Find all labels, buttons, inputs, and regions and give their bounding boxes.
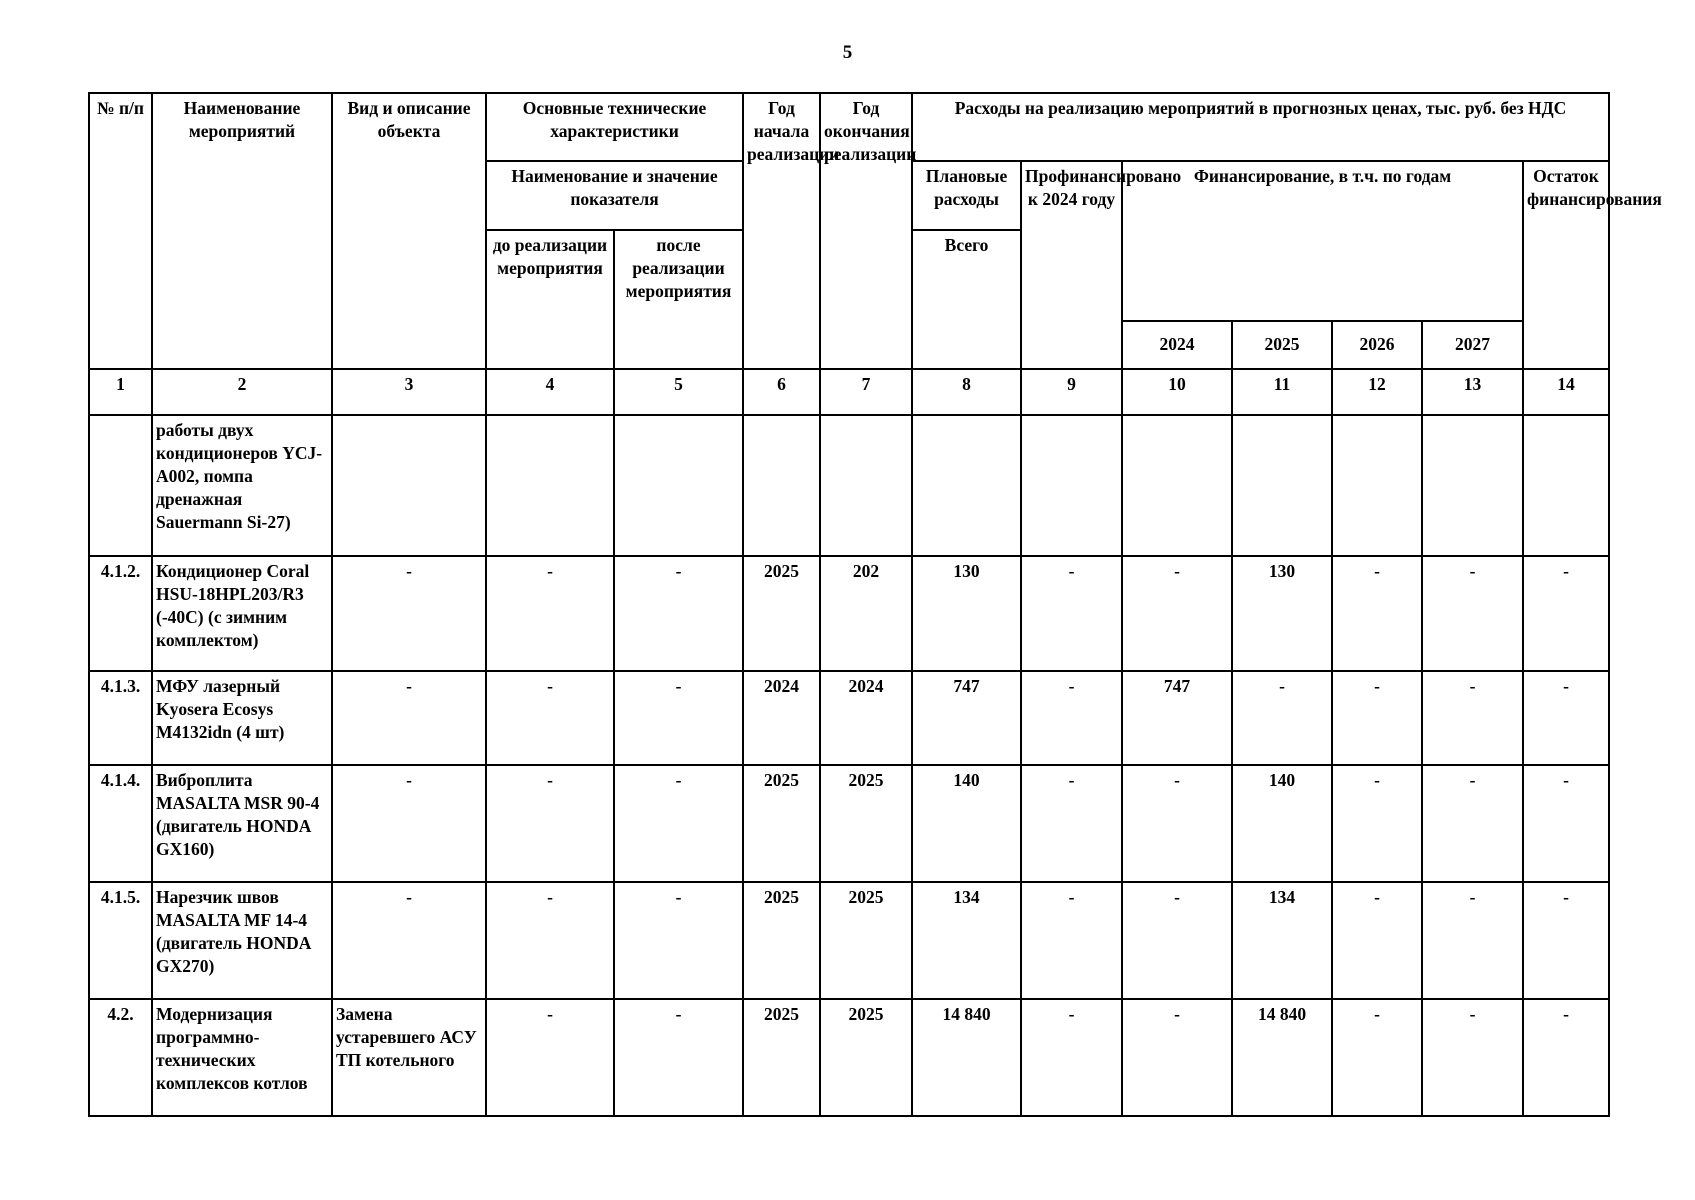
expenses-table <box>88 92 1662 1117</box>
header-number: № п/п <box>89 93 152 369</box>
header-year-2026: 2026 <box>1332 321 1422 369</box>
row-2025: - <box>1232 671 1332 765</box>
row-name: МФУ лазерный Kyosera Ecosys M4132idn (4 шт) <box>152 671 332 765</box>
row-2025: 134 <box>1232 882 1332 999</box>
column-number: 4 <box>486 369 614 415</box>
row-2026 <box>1332 415 1422 556</box>
header-year-2027: 2027 <box>1422 321 1523 369</box>
row-2027: - <box>1422 999 1523 1116</box>
row-start-year: 2025 <box>743 882 820 999</box>
table-row <box>89 415 1609 556</box>
row-number <box>89 415 152 556</box>
row-after: - <box>614 556 743 671</box>
header-year-2024: 2024 <box>1122 321 1232 369</box>
row-prefinanced: - <box>1021 882 1122 999</box>
row-before: - <box>486 999 614 1116</box>
table-row <box>89 556 1609 671</box>
header-name: Наименование мероприятий <box>152 93 332 369</box>
column-number: 12 <box>1332 369 1422 415</box>
row-2024: - <box>1122 765 1232 882</box>
row-planned: 134 <box>912 882 1021 999</box>
row-before: - <box>486 671 614 765</box>
header-remaining: Остаток финансирования <box>1523 161 1609 369</box>
row-before <box>486 415 614 556</box>
row-2024: - <box>1122 556 1232 671</box>
row-2024: 747 <box>1122 671 1232 765</box>
column-number: 13 <box>1422 369 1523 415</box>
row-2024: - <box>1122 882 1232 999</box>
column-number-row <box>89 369 1609 415</box>
row-remaining: - <box>1523 671 1609 765</box>
header-indicator: Наименование и значение показателя <box>486 161 743 230</box>
column-number: 2 <box>152 369 332 415</box>
column-number: 5 <box>614 369 743 415</box>
row-start-year: 2025 <box>743 765 820 882</box>
row-after: - <box>614 882 743 999</box>
row-before: - <box>486 882 614 999</box>
row-object: - <box>332 671 486 765</box>
row-object: - <box>332 882 486 999</box>
row-end-year <box>820 415 912 556</box>
row-after: - <box>614 765 743 882</box>
header-total: Всего <box>912 230 1021 369</box>
row-end-year: 2024 <box>820 671 912 765</box>
column-number: 6 <box>743 369 820 415</box>
row-2024: - <box>1122 999 1232 1116</box>
page-number: 5 <box>842 42 853 63</box>
row-2026: - <box>1332 999 1422 1116</box>
header-planned: Плановые расходы <box>912 161 1021 230</box>
row-end-year: 2025 <box>820 765 912 882</box>
row-object: - <box>332 556 486 671</box>
row-remaining: - <box>1523 765 1609 882</box>
row-2025: 14 840 <box>1232 999 1332 1116</box>
header-row-1 <box>89 93 1609 161</box>
table-row <box>89 882 1609 999</box>
row-name: Нарезчик швов MASALTA MF 14-4 (двигатель HONDA GX270) <box>152 882 332 999</box>
column-number: 9 <box>1021 369 1122 415</box>
row-2027 <box>1422 415 1523 556</box>
row-after: - <box>614 999 743 1116</box>
header-tech-characteristics: Основные технические характеристики <box>486 93 743 161</box>
row-start-year: 2025 <box>743 556 820 671</box>
header-object: Вид и описание объекта <box>332 93 486 369</box>
row-2026: - <box>1332 556 1422 671</box>
row-start-year <box>743 415 820 556</box>
row-number: 4.1.3. <box>89 671 152 765</box>
row-remaining: - <box>1523 556 1609 671</box>
row-prefinanced: - <box>1021 999 1122 1116</box>
row-2025: 130 <box>1232 556 1332 671</box>
row-after: - <box>614 671 743 765</box>
row-number: 4.1.4. <box>89 765 152 882</box>
header-year-2025: 2025 <box>1232 321 1332 369</box>
row-2027: - <box>1422 671 1523 765</box>
row-remaining <box>1523 415 1609 556</box>
row-planned: 130 <box>912 556 1021 671</box>
row-prefinanced <box>1021 415 1122 556</box>
row-end-year: 202 <box>820 556 912 671</box>
row-2026: - <box>1332 671 1422 765</box>
header-end-year: Год окончания реализации <box>820 93 912 369</box>
header-before: до реализации мероприятия <box>486 230 614 369</box>
row-number: 4.1.5. <box>89 882 152 999</box>
row-remaining: - <box>1523 882 1609 999</box>
row-2027: - <box>1422 556 1523 671</box>
row-2026: - <box>1332 882 1422 999</box>
row-after <box>614 415 743 556</box>
column-number: 1 <box>89 369 152 415</box>
column-number: 11 <box>1232 369 1332 415</box>
table-row <box>89 999 1609 1116</box>
row-prefinanced: - <box>1021 765 1122 882</box>
row-2025 <box>1232 415 1332 556</box>
row-2027: - <box>1422 765 1523 882</box>
row-remaining: - <box>1523 999 1609 1116</box>
column-number: 8 <box>912 369 1021 415</box>
row-before: - <box>486 765 614 882</box>
row-number: 4.2. <box>89 999 152 1116</box>
table-row <box>89 765 1609 882</box>
row-end-year: 2025 <box>820 999 912 1116</box>
row-planned: 747 <box>912 671 1021 765</box>
row-planned: 140 <box>912 765 1021 882</box>
row-name: Модернизация программно-технических комплексов котлов <box>152 999 332 1116</box>
header-expenses: Расходы на реализацию мероприятий в прогнозных ценах, тыс. руб. без НДС <box>912 93 1609 161</box>
column-number: 10 <box>1122 369 1232 415</box>
row-2027: - <box>1422 882 1523 999</box>
row-name: Виброплита MASALTA MSR 90-4 (двигатель HONDA GX160) <box>152 765 332 882</box>
row-planned <box>912 415 1021 556</box>
column-number: 14 <box>1523 369 1609 415</box>
row-before: - <box>486 556 614 671</box>
row-start-year: 2024 <box>743 671 820 765</box>
row-object: Замена устаревшего АСУ ТП котельного <box>332 999 486 1116</box>
row-2026: - <box>1332 765 1422 882</box>
row-2024 <box>1122 415 1232 556</box>
header-prefinanced: Профинансировано к 2024 году <box>1021 161 1122 369</box>
column-number: 7 <box>820 369 912 415</box>
row-object: - <box>332 765 486 882</box>
row-number: 4.1.2. <box>89 556 152 671</box>
row-2025: 140 <box>1232 765 1332 882</box>
row-prefinanced: - <box>1021 671 1122 765</box>
row-object <box>332 415 486 556</box>
row-planned: 14 840 <box>912 999 1021 1116</box>
row-name: работы двух кондиционеров YCJ-A002, помпа дренажная Sauermann Si-27) <box>152 415 332 556</box>
row-name: Кондиционер Coral HSU-18HPL203/R3 (-40C) (с зимним комплектом) <box>152 556 332 671</box>
row-end-year: 2025 <box>820 882 912 999</box>
header-after: после реализации мероприятия <box>614 230 743 369</box>
table-row <box>89 671 1609 765</box>
row-prefinanced: - <box>1021 556 1122 671</box>
row-start-year: 2025 <box>743 999 820 1116</box>
header-financing: Финансирование, в т.ч. по годам <box>1122 161 1523 321</box>
column-number: 3 <box>332 369 486 415</box>
header-start-year: Год начала реализации <box>743 93 820 369</box>
